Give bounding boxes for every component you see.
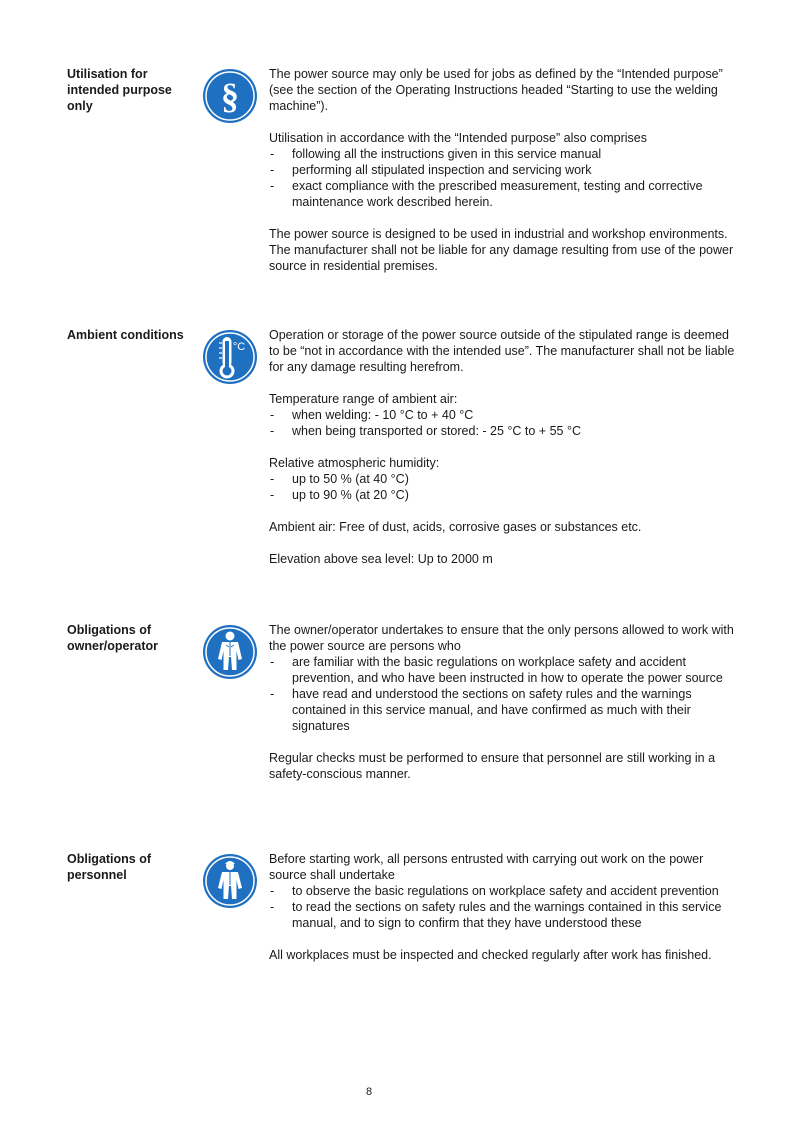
paragraph: The power source may only be used for jobs as defined by the “Intended purpose” (see the section of the Operating Instructions headed “Starting to use the welding machine”). <box>269 67 723 113</box>
paragraph: Temperature range of ambient air: <box>269 392 458 406</box>
section-heading: Ambient conditions <box>67 328 184 342</box>
paragraph: Operation or storage of the power source outside of the stipulated range is deemed to be “not in accordance with the intended use”. The manufacturer shall not be liable for any damage resulting herefrom. <box>269 328 735 374</box>
bullet-list <box>269 654 737 734</box>
bullet-list <box>269 471 737 503</box>
bullet-list <box>269 146 737 210</box>
paragraph: The owner/operator undertakes to ensure that the only persons allowed to work with the power source are persons who <box>269 623 734 653</box>
paragraph-sign-icon <box>200 66 260 126</box>
list-item: - when welding: - 10 °C to + 40 °C <box>269 407 737 423</box>
protective-suit-icon <box>200 622 260 682</box>
paragraph: Relative atmospheric humidity: <box>269 456 440 470</box>
worker-icon <box>200 851 260 911</box>
paragraph: Utilisation in accordance with the “Intended purpose” also comprises <box>269 131 647 145</box>
celsius-label: °C <box>232 341 246 353</box>
section-body <box>269 622 737 782</box>
section-heading: Utilisation for intended purpose only <box>67 67 172 113</box>
list-item: - performing all stipulated inspection and servicing work <box>269 162 737 178</box>
section-heading: Obligations of personnel <box>67 852 152 882</box>
list-item: - exact compliance with the prescribed measurement, testing and corrective maintenance work described herein. <box>269 178 737 210</box>
paragraph: The power source is designed to be used in industrial and workshop environments. The manufacturer shall not be liable for any damage resulting from use of the power source in residential premises. <box>269 227 734 273</box>
paragraph: Regular checks must be performed to ensure that personnel are still working in a safety-conscious manner. <box>269 751 716 781</box>
section-body <box>269 66 737 274</box>
paragraph: Ambient air: Free of dust, acids, corrosive gases or substances etc. <box>269 520 642 534</box>
list-item: - up to 50 % (at 40 °C) <box>269 471 737 487</box>
thermometer-icon <box>200 327 260 387</box>
list-item: - following all the instructions given in this service manual <box>269 146 737 162</box>
paragraph: Elevation above sea level: Up to 2000 m <box>269 552 493 566</box>
section-body <box>269 327 737 567</box>
page-number: 8 <box>365 1086 373 1098</box>
list-item: - to read the sections on safety rules and the warnings contained in this service manual, and to sign to confirm that they have understood these <box>269 899 737 931</box>
svg-text:§: § <box>221 76 239 116</box>
list-item: - have read and understood the sections on safety rules and the warnings contained in this service manual, and have confirmed as much with their signatures <box>269 686 737 734</box>
list-item: - up to 90 % (at 20 °C) <box>269 487 737 503</box>
bullet-list <box>269 407 737 439</box>
paragraph: All workplaces must be inspected and checked regularly after work has finished. <box>269 948 712 962</box>
list-item: - when being transported or stored: - 25 °C to + 55 °C <box>269 423 737 439</box>
section-body <box>269 851 737 963</box>
list-item: - are familiar with the basic regulations on workplace safety and accident prevention, and who have been instructed in how to operate the power source <box>269 654 737 686</box>
bullet-list <box>269 883 737 931</box>
section-heading: Obligations of owner/operator <box>67 623 158 653</box>
paragraph: Before starting work, all persons entrusted with carrying out work on the power source shall undertake <box>269 852 704 882</box>
list-item: - to observe the basic regulations on workplace safety and accident prevention <box>269 883 737 899</box>
